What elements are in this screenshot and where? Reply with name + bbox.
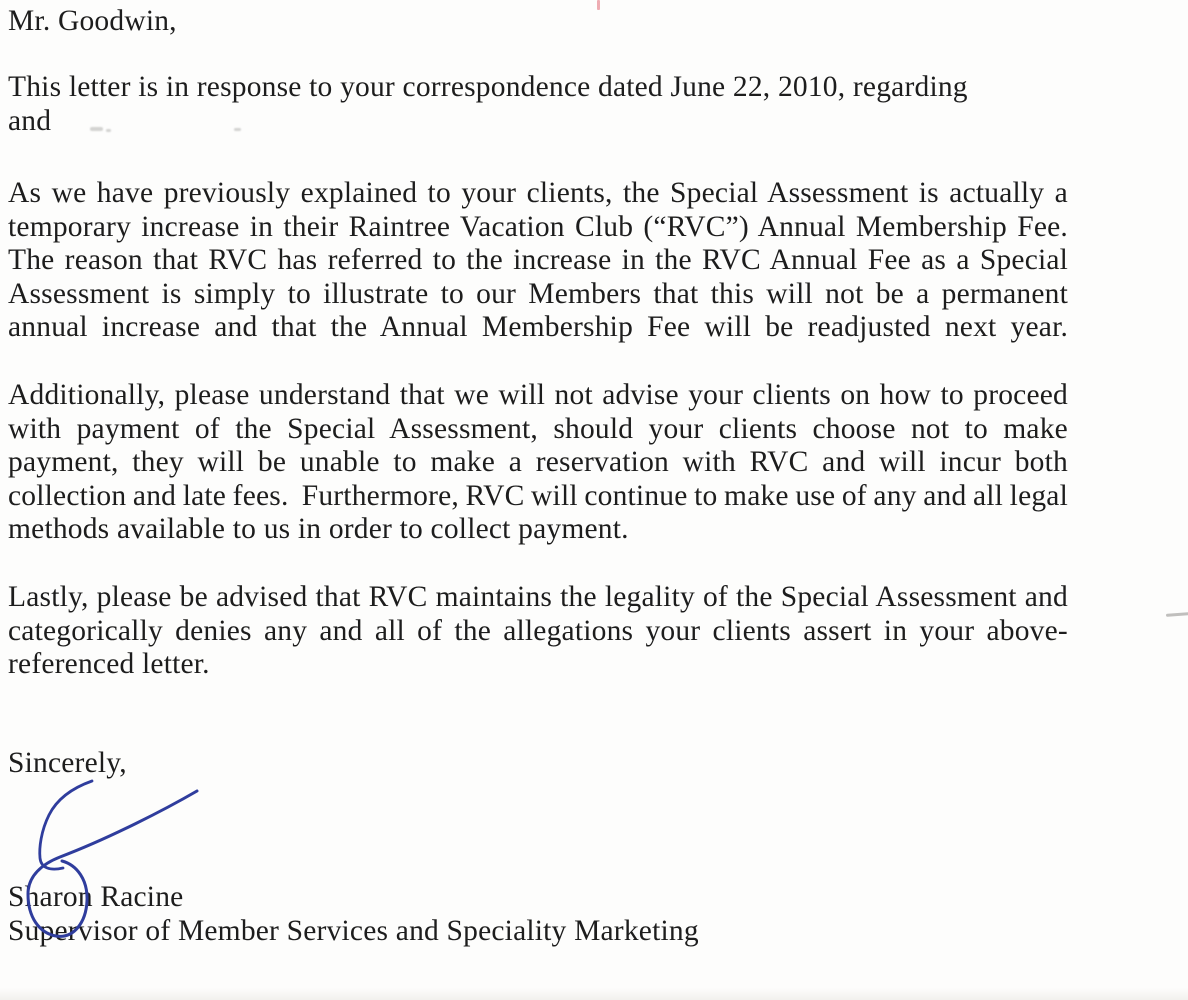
text-line: temporary increase in their Raintree Vacation Club (“RVC”) Annual Membership Fee.	[8, 210, 1069, 243]
text-line: payment, they will be unable to make a reservation with RVC and will incur both	[8, 446, 1068, 478]
paragraph-legality	[8, 581, 1068, 682]
signature-block	[8, 881, 1068, 948]
text-line: with payment of the Special Assessment, should your clients choose not to make	[8, 412, 1068, 445]
text-line: annual increase and that the Annual Membership Fee will be readjusted next year.	[8, 311, 1069, 343]
text-line: As we have previously explained to your clients, the Special Assessment is actually a	[8, 177, 1068, 209]
paragraph-intro	[8, 71, 1068, 138]
signer-title: Supervisor of Member Services and Speciality Marketing	[8, 914, 699, 947]
paragraph-special-assessment	[8, 177, 1068, 345]
text-line: referenced letter.	[8, 648, 210, 680]
text-line: Assessment is simply to illustrate to our Members that this will not be a permanent	[8, 277, 1068, 310]
scan-bottom-edge	[0, 988, 1188, 1000]
scan-artifact-margin-dash	[1166, 612, 1188, 617]
text-line: This letter is in response to your correspondence dated June 22, 2010, regarding	[8, 71, 968, 103]
text-line: Mr. Goodwin,	[8, 5, 177, 37]
paragraph-payment	[8, 379, 1068, 547]
closing-line	[8, 747, 1068, 781]
signer-name: Sharon Racine	[8, 881, 184, 913]
greeting-line	[8, 5, 1068, 39]
text-line: and	[8, 104, 52, 137]
text-line: methods available to us in order to collect payment.	[8, 513, 629, 545]
text-line: The reason that RVC has referred to the increase in the RVC Annual Fee as a Special	[8, 244, 1069, 276]
text-line: categorically denies any and all of the allegations your clients assert in your above-	[8, 614, 1068, 647]
signature-left-arc	[40, 781, 92, 869]
text-line: Additionally, please understand that we will not advise your clients on how to proceed	[8, 379, 1068, 411]
text-line: Sincerely,	[8, 747, 127, 779]
text-line: collection and late fees. Furthermore, RVC will continue to make use of any and all legal	[8, 479, 1068, 512]
text-line: Lastly, please be advised that RVC maintains the legality of the Special Assessment and	[8, 581, 1068, 613]
